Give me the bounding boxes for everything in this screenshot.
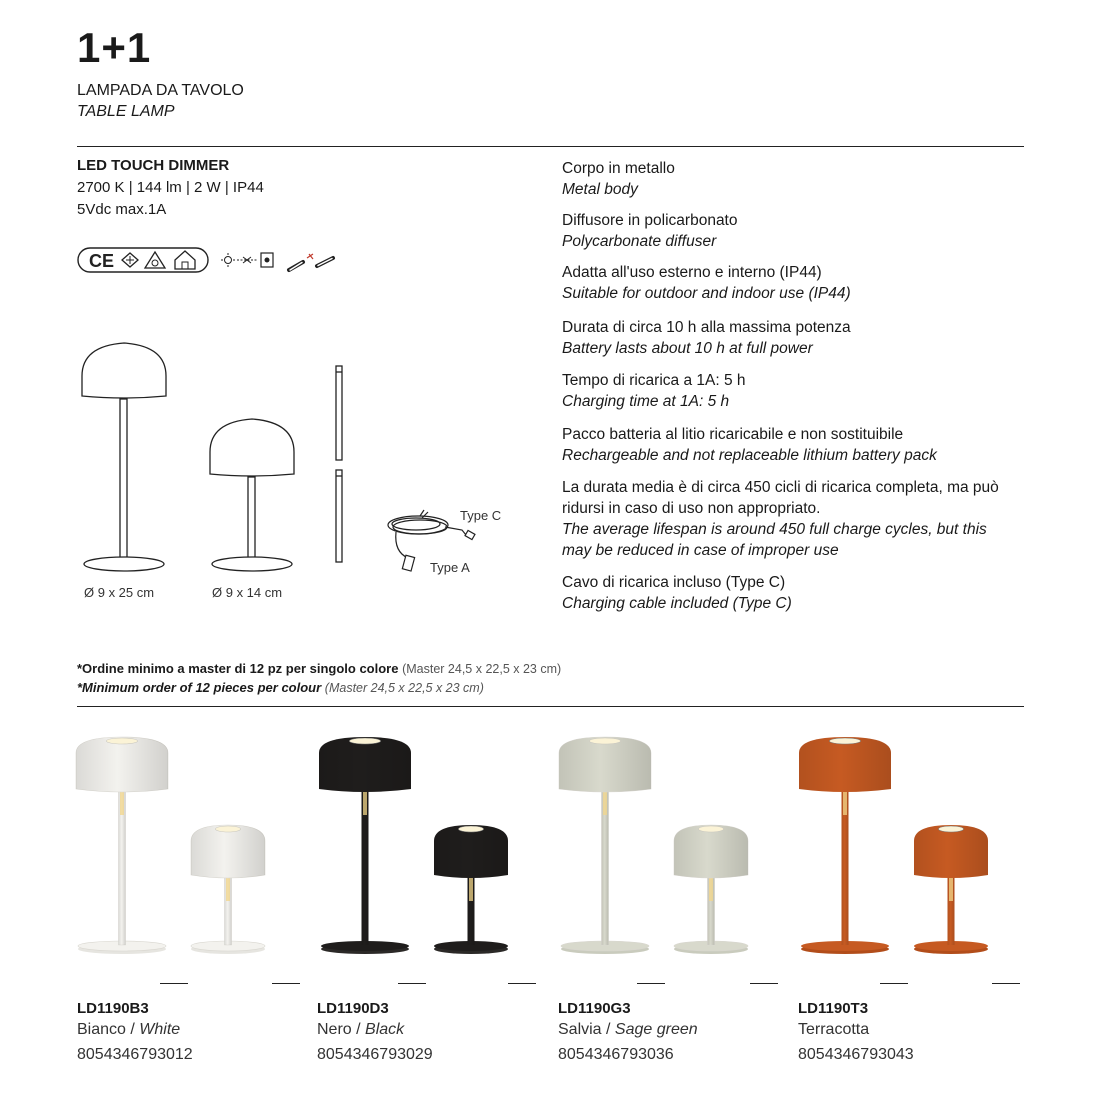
color-name-en: White: [139, 1021, 181, 1038]
small-lamp-drawing: [210, 419, 294, 571]
feature-item: [562, 370, 1012, 412]
subtitle-italian: LAMPADA DA TAVOLO: [77, 82, 244, 99]
feature-it: Corpo in metallo: [562, 160, 675, 177]
cable-type-a-label: Type A: [430, 560, 470, 575]
feature-en: Rechargeable and not replaceable lithium battery pack: [562, 447, 937, 464]
spec-line-2: 5Vdc max.1A: [77, 201, 167, 218]
master-size-en: (Master 24,5 x 22,5 x 23 cm): [324, 681, 484, 695]
feature-en: Suitable for outdoor and indoor use (IP44): [562, 285, 851, 302]
product-ean: 8054346793043: [798, 1046, 914, 1063]
feature-en: Polycarbonate diffuser: [562, 233, 717, 250]
feature-it: Pacco batteria al litio ricaricabile e non sostituibile: [562, 426, 904, 443]
color-name-it: Bianco: [77, 1021, 126, 1038]
feature-en: Charging cable included (Type C): [562, 595, 792, 612]
spec-title: LED TOUCH DIMMER: [77, 157, 230, 174]
extension-rods-drawing: [336, 366, 342, 562]
page-title: 1+1: [77, 24, 152, 71]
product-ean: 8054346793036: [558, 1046, 674, 1063]
small-lamp-dimensions: Ø 9 x 14 cm: [212, 585, 283, 600]
separator-dash: [992, 983, 1020, 984]
product-color-name: Salvia / Sage green: [558, 1021, 698, 1038]
product-color-name: [798, 1021, 869, 1039]
spec-line-1: 2700 K | 144 lm | 2 W | IP44: [77, 179, 264, 196]
min-order-note-it: [77, 661, 561, 676]
feature-item: [562, 317, 1012, 359]
product-ean: 8054346793012: [77, 1046, 193, 1063]
tall-lamp-photo-LD1190B3: [76, 737, 168, 954]
feature-it: Tempo di ricarica a 1A: 5 h: [562, 372, 746, 389]
feature-item: [562, 424, 1012, 466]
product-code: LD1190T3: [798, 1000, 869, 1017]
short-lamp-photo-LD1190D3: [434, 825, 508, 954]
tall-lamp-photo-LD1190D3: [319, 737, 411, 954]
feature-it: Adatta all'uso esterno e interno (IP44): [562, 264, 822, 281]
tall-lamp-photo-LD1190T3: [799, 737, 891, 954]
short-lamp-photo-LD1190G3: [674, 825, 748, 954]
feature-it: Durata di circa 10 h alla massima potenza: [562, 319, 851, 336]
color-name-it: Nero: [317, 1021, 352, 1038]
svg-text:CE: CE: [89, 251, 115, 271]
separator-dash: [508, 983, 536, 984]
short-lamp-photo-LD1190T3: [914, 825, 988, 954]
min-order-note-en: [77, 680, 484, 695]
feature-en: Battery lasts about 10 h at full power: [562, 340, 813, 357]
feature-item: [562, 158, 1012, 200]
charging-cable-icon: [289, 254, 333, 270]
feature-item: [562, 477, 1012, 561]
feature-en: The average lifespan is around 450 full charge cycles, but this may be reduced in case of improper use: [562, 521, 987, 559]
separator-dash: [637, 983, 665, 984]
separator-dash: [880, 983, 908, 984]
separator-dash: [398, 983, 426, 984]
products-divider: [77, 706, 1024, 707]
feature-item: [562, 572, 1012, 614]
product-code: LD1190D3: [317, 1000, 389, 1017]
tall-lamp-photo-LD1190G3: [559, 737, 651, 954]
product-photos: [60, 725, 1040, 975]
separator-dash: [272, 983, 300, 984]
feature-it: Cavo di ricarica incluso (Type C): [562, 574, 786, 591]
feature-en: Charging time at 1A: 5 h: [562, 393, 730, 410]
min-order-text-it: *Ordine minimo a master di 12 pz per singolo colore: [77, 661, 399, 676]
product-color-name: Nero / Black: [317, 1021, 405, 1038]
feature-it: La durata media è di circa 450 cicli di ricarica completa, ma può ridursi in caso di uso non appropriato.: [562, 479, 999, 517]
master-size-it: (Master 24,5 x 22,5 x 23 cm): [402, 662, 562, 676]
color-name-en: Black: [365, 1021, 405, 1038]
product-ean: 8054346793029: [317, 1046, 433, 1063]
recycle-icon: [122, 253, 138, 267]
feature-item: [562, 262, 1012, 304]
technical-drawings: [70, 330, 530, 590]
dimmer-icon: [221, 253, 273, 267]
certification-icons: [77, 245, 347, 275]
triangle-warning-icon: [145, 252, 165, 268]
subtitle-english: TABLE LAMP: [77, 103, 175, 120]
min-order-text-en: *Minimum order of 12 pieces per colour: [77, 680, 322, 695]
color-name-it: Terracotta: [798, 1021, 870, 1038]
large-lamp-drawing: [82, 343, 166, 571]
cable-type-c-label: Type C: [460, 508, 502, 523]
product-code: LD1190G3: [558, 1000, 631, 1017]
separator-dash: [750, 983, 778, 984]
separator-dash: [160, 983, 188, 984]
color-name-it: Salvia: [558, 1021, 602, 1038]
color-name-en: Sage green: [614, 1021, 698, 1038]
short-lamp-photo-LD1190B3: [191, 825, 265, 954]
feature-it: Diffusore in policarbonato: [562, 212, 738, 229]
large-lamp-dimensions: Ø 9 x 25 cm: [84, 585, 155, 600]
product-code: LD1190B3: [77, 1000, 149, 1017]
feature-en: Metal body: [562, 181, 638, 198]
feature-item: [562, 210, 1012, 252]
indoor-icon: [175, 251, 195, 269]
top-divider: [77, 146, 1024, 147]
product-color-name: Bianco / White: [77, 1021, 181, 1038]
